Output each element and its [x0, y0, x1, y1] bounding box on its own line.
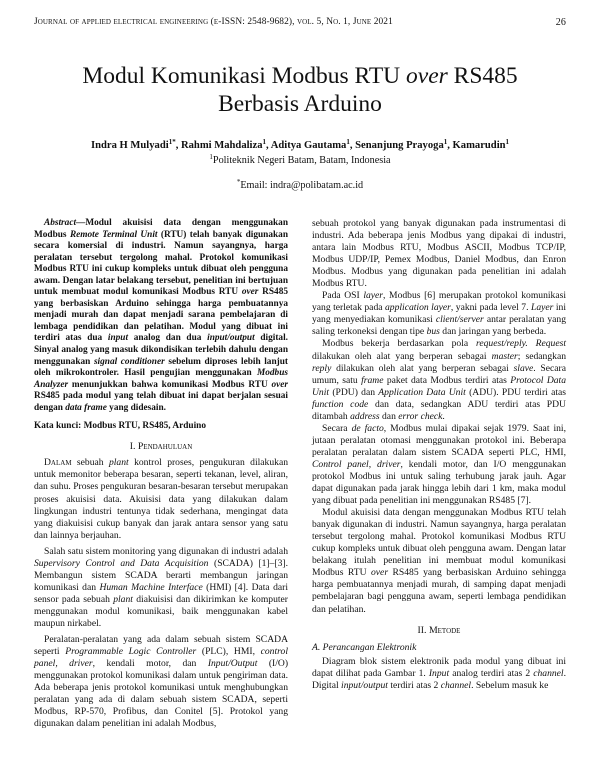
paragraph — [312, 290, 566, 338]
abstract — [34, 218, 288, 414]
text: dan — [379, 410, 399, 422]
abstract-italic: over — [241, 287, 259, 298]
paper-title — [0, 62, 600, 118]
author-sup: 1 — [262, 138, 267, 146]
text: Peralatan-peralatan yang ada dalam sebuah sistem SCADA seperti — [34, 634, 288, 658]
text: dilakukan oleh alat yang berperan sebagai — [331, 362, 514, 374]
paragraph — [312, 423, 566, 507]
italic-text: frame — [361, 374, 384, 386]
italic-text: application layer — [384, 302, 451, 314]
abstract-italic: signal conditioner — [93, 356, 165, 367]
text: diakuisisi dan dikirimkan ke komputer menggunakan modul komunikasi, baik menggunakan kabel maupun nirkabel. — [34, 593, 288, 629]
author-sup: 1* — [168, 138, 176, 146]
italic-text: plant — [108, 457, 129, 469]
affiliation — [0, 155, 600, 166]
text: ; sedangkan — [517, 350, 567, 362]
text: analog terdiri atas 2 — [449, 667, 534, 679]
text: , kendali motor, dan — [92, 658, 208, 670]
text: RS485 yang berbasiskan Arduino sehingga harga pembuatannya menjadi murah, di samping dapat menjadi pembelajaran bagi pengguna awam, seperti lembaga pendidikan dan pelatihan. — [312, 567, 566, 615]
abstract-italic: input — [107, 333, 129, 344]
author-sup: 1 — [505, 138, 510, 146]
italic-text: Input — [428, 667, 450, 679]
text: Pada OSI — [322, 290, 364, 302]
text: Modul akuisisi data dengan menggunakan Modbus RTU telah banyak digunakan di industri. Namun sayangnya, harga peralatan tersebut tergolong mahal. Protokol komunikasi Modbus RTU cukup kompleks untuk dibuat oleh pengguna awam. Dengan latar belakang itulah penelitian ini membuat modul komunikasi Modbus RTU — [312, 507, 566, 579]
abstract-italic: data frame — [65, 402, 107, 413]
text: (ADU). PDU terdiri atas — [465, 386, 566, 398]
text: ini yang menyediakan komunikasi — [312, 302, 567, 326]
abstract-text: RS485 pada modul yang telah dibuat ini dapat berjalan sesuai dengan — [34, 391, 288, 413]
text: Salah satu sistem monitoring yang digunakan di industri adalah — [44, 545, 288, 557]
abstract-text: analog dan dua — [128, 333, 208, 344]
text: . — [442, 410, 445, 422]
text: . Secara umum, satu — [312, 362, 566, 386]
email-text: Email: indra@polibatam.ac.id — [240, 180, 364, 191]
italic-text: Protocol Data Unit — [312, 374, 567, 398]
text: Modbus bekerja berdasarkan pola — [322, 338, 476, 350]
italic-text: Control panel, driver — [312, 458, 401, 470]
italic-text: Input/Output — [207, 658, 258, 670]
left-column — [34, 218, 288, 730]
italic-text: control panel, driver — [34, 646, 288, 670]
author: , Rahmi Mahdaliza — [175, 140, 263, 151]
italic-text: Programmable Logic Controller — [65, 646, 197, 658]
abstract-italic: input/output — [207, 333, 255, 344]
italic-text: reply — [312, 362, 332, 374]
abstract-text: menunjukkan bahwa komunikasi Modbus RTU — [68, 379, 272, 390]
italic-text: channel — [440, 679, 472, 691]
italic-text: layer — [363, 290, 384, 302]
page-number: 26 — [555, 17, 566, 28]
text: (I/O) menggunakan protokol komunikasi dalam untuk pengiriman data. Ada beberapa jenis protokol komunikasi untuk menghubungkan peralatan yang ada di dalam sebuah sistem SCADA, seperti Modbus, RP-570, Profibus, dan Conitel [5]. Protokol yang digunakan dalam penelitian ini adalah Modbus, — [34, 658, 289, 730]
text: paket data Modbus terdiri atas — [383, 374, 511, 386]
italic-text: over — [371, 567, 389, 579]
abstract-italic: over — [271, 379, 288, 390]
abstract-text: (RTU) telah banyak digunakan secara komersial di industri. Namun sayangnya, harga peralatan tersebut tergolong mahal. Protokol komunikasi Modbus RTU ini cukup kompleks untuk dibuat oleh pengguna awam. Dengan latar belakang tersebut, penelitian ini bertujuan untuk membuat modul komunikasi Modbus RTU — [34, 229, 288, 298]
text: (HMI) [4]. Data dari sensor pada sebuah — [34, 581, 289, 605]
abstract-label: Abstract — [44, 218, 77, 228]
abstract-italic: Remote Terminal Unit — [69, 229, 158, 240]
italic-text: Application Data Unit — [378, 386, 466, 398]
text: , kendali motor, dan I/O menggunakan protokol Modbus ini untuk saling terhubung jarak jauh. Agar dapat digunakan pada jarak hingga lebih dari 1 km, maka modul yang dibuat pada penelitian ini menggunakan RS485 [7]. — [312, 458, 567, 507]
text: dan jaringan yang berbeda. — [439, 326, 547, 338]
author: , Senanjung Prayoga — [349, 140, 444, 151]
section-heading: I. Pendahuluan — [129, 441, 193, 453]
subsection-heading: A. Perancangan Elektronik — [312, 641, 417, 653]
section-heading: II. Metode — [417, 624, 461, 636]
italic-text: input/output — [341, 679, 388, 691]
right-column — [312, 218, 566, 692]
text: . Digital — [312, 667, 566, 691]
italic-text: client/server — [435, 314, 484, 326]
paragraph — [312, 338, 566, 422]
abstract-text: sebelum diproses lebih lanjut oleh mikrokontroler. Hasil pengujian menggunakan — [34, 356, 288, 379]
author: , Kamarudin — [447, 140, 506, 151]
paragraph — [34, 457, 288, 541]
text: Diagram blok sistem elektronik pada modul yang dibuat ini dapat dilihat pada Gambar 1. — [312, 655, 566, 679]
italic-text: Supervisory Control and Data Acquisition — [34, 557, 209, 569]
text: (PLC), HMI, — [196, 646, 261, 658]
text: dilakukan oleh alat yang berperan sebagai — [312, 350, 492, 362]
italic-text: master — [491, 350, 518, 362]
lead-word: Dalam — [44, 457, 72, 469]
text: (PDU) dan — [329, 386, 379, 398]
author: , Aditya Gautama — [266, 140, 347, 151]
running-header — [34, 17, 566, 31]
abstract-text: yang didesain. — [106, 402, 167, 413]
text: , Modbus [6] merupakan protokol komunikasi yang terletak pada — [312, 290, 567, 314]
text: Secara — [322, 422, 352, 434]
text: dan data, sedangkan ADU terdiri atas PDU ditambah — [312, 398, 566, 422]
text: terdiri atas 2 — [387, 679, 441, 691]
affil-sup: 1 — [209, 153, 213, 161]
title-italic: over — [406, 63, 448, 89]
paragraph — [312, 507, 566, 615]
paragraph: sebuah protokol yang banyak digunakan pada instrumentasi di industri. Ada beberapa jenis Modbus yang dipakai di industri, antara lain Modbus RTU, Modbus ASCII, Modbus TCP/IP, Modbus UDP/IP, Pemex Modbus, Daniel Modbus, dan Enron Modbus. Modbus yang digunakan pada penelitian ini adalah Modbus RTU. — [312, 218, 566, 290]
title-text: RS485 — [447, 63, 518, 89]
title-line-2: Berbasis Arduino — [218, 91, 382, 117]
text: antar peralatan yang saling terkoneksi dengan tipe — [312, 314, 567, 338]
title-text: Modul Komunikasi Modbus RTU — [82, 63, 407, 89]
paragraph — [312, 656, 566, 692]
italic-text: error check — [398, 410, 443, 422]
email-sup: * — [236, 178, 241, 186]
text: kontrol proses, pengukuran dilakukan untuk memonitor beberapa besaran, seperti tekanan, level, aliran, dan suhu. Proses pengukuran besaran-besaran tersebut merupakan proses akuisisi data. Akuisisi data yang dilakukan dalam lingkungan industri tentunya tidak sederhana, mengingat data yang diakuisisi cukup banyak dan jarak antara sensor yang satu dan lainnya berjauhan. — [34, 457, 289, 541]
italic-text: address — [350, 410, 380, 422]
email — [0, 180, 600, 191]
author-sup: 1 — [346, 138, 350, 146]
keywords: Kata kunci: Modbus RTU, RS485, Arduino — [34, 421, 206, 432]
italic-text: de facto — [351, 422, 384, 434]
author: Indra H Mulyadi — [90, 140, 169, 151]
author-sup: 1 — [443, 138, 448, 146]
text: , yakni pada level 7. — [450, 302, 531, 314]
paragraph — [34, 546, 288, 630]
abstract-italic: Modbus Analyzer — [34, 368, 288, 390]
italic-text: request/reply. Request — [475, 338, 566, 350]
italic-text: function code — [312, 398, 369, 410]
paragraph — [34, 634, 288, 730]
italic-text: slave — [513, 362, 534, 374]
text: . Sebelum masuk ke — [471, 679, 549, 691]
affil-text: Politeknik Negeri Batam, Batam, Indonesia — [212, 155, 391, 166]
abstract-text: digital. Sinyal analog yang masuk dikondisikan terlebih dahulu dengan menggunakan — [34, 333, 288, 367]
abstract-text: RS485 yang berbasiskan Arduino sehingga harga pembuatannya menjadi murah dan dapat menjadi sarana pembelajaran di lembaga pendidikan dan pelatihan. Modul yang dibuat ini terdiri atas dua — [34, 287, 289, 344]
journal-name: Journal of applied electrical engineering (e-ISSN: 2548-9682), vol. 5, No. 1, June 2021 — [34, 17, 393, 27]
italic-text: plant — [113, 593, 133, 605]
italic-text: bus — [426, 326, 440, 338]
italic-text: Layer — [531, 302, 554, 314]
text: , Modbus mulai dipakai sejak 1979. Saat ini, jutaan peralatan otomasi menggunakan protokol ini. Beberapa peralatan peralatan dalam sistem SCADA seperti PLC, HMI, — [312, 422, 566, 458]
abstract-text: —Modul akuisisi data dengan menggunakan Modbus — [34, 218, 288, 240]
author-list — [0, 140, 600, 151]
text: sebuah — [71, 457, 109, 469]
text: (SCADA) [1]–[3]. Membangun sistem SCADA berarti membangun jaringan komunikasi dan — [34, 557, 288, 593]
italic-text: channel — [533, 667, 564, 679]
italic-text: Human Machine Interface — [99, 581, 203, 593]
